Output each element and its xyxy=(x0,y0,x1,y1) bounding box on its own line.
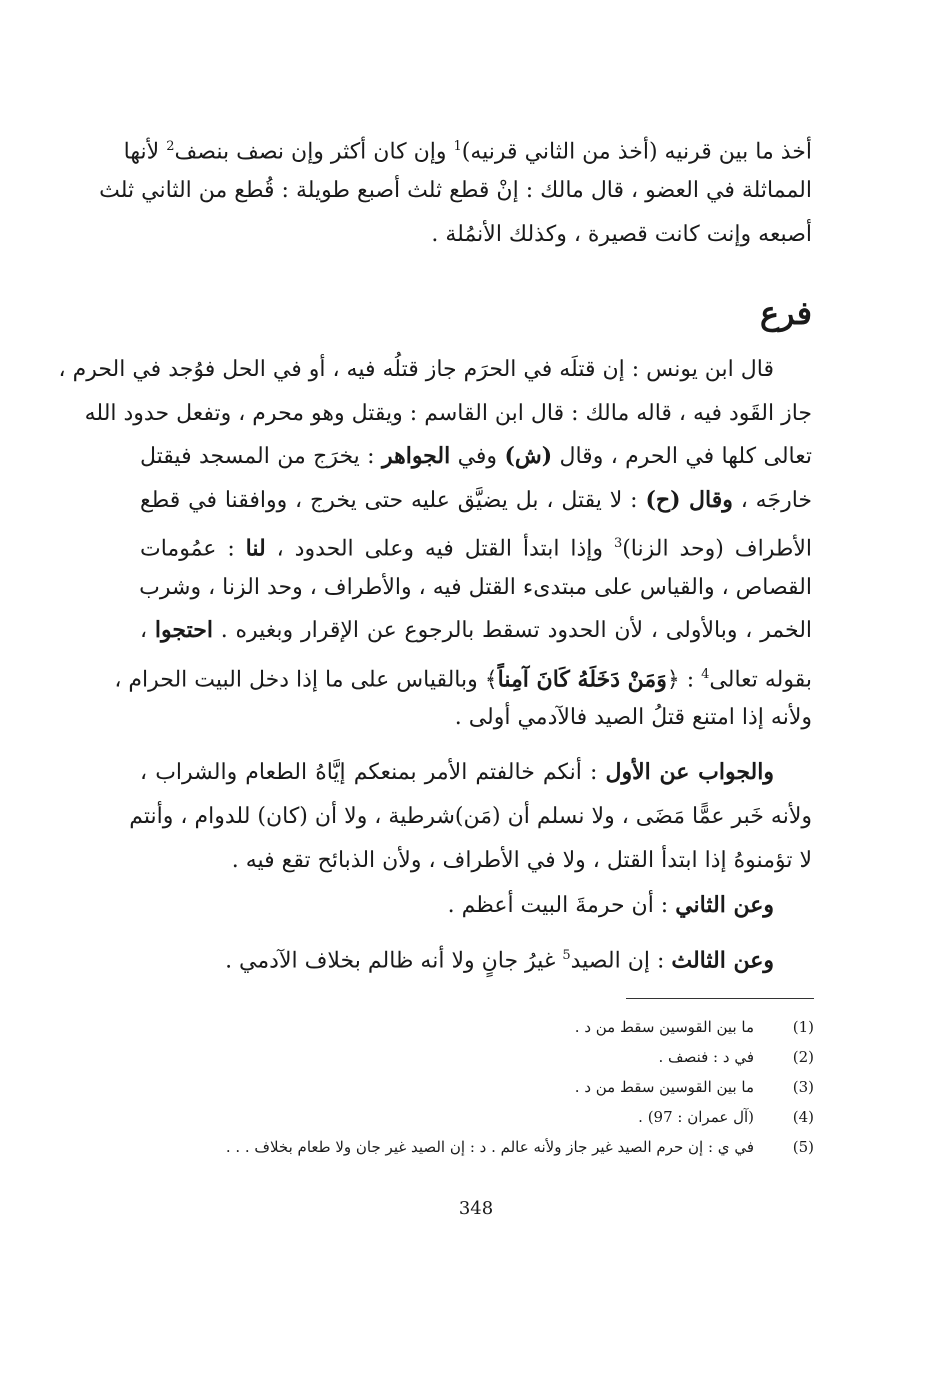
footnote-ref: 2 xyxy=(166,139,175,154)
text-span: وإن كان أكثر وإن نصف بنصف xyxy=(174,139,454,165)
footnote-number: (2) xyxy=(792,1048,814,1066)
text-line: القصاص ، والقياس على مبتدىء القتل فيه ، والأطراف ، وحد الزنا ، وشرب xyxy=(139,574,812,600)
text-line xyxy=(123,133,812,165)
footnote-text: ما بين القوسين سقط من د . xyxy=(574,1078,754,1096)
paragraph-1 xyxy=(99,133,812,265)
text-span: : إن الصيد xyxy=(570,948,672,974)
bold-span: احتجوا xyxy=(154,617,213,643)
bold-span: وقال (ح) xyxy=(645,486,733,513)
text-span: الخمر ، وبالأولى ، لأن الحدود تسقط بالرجوع عن الإقرار وبغيره . xyxy=(212,618,813,643)
text-line xyxy=(140,530,813,562)
footnote xyxy=(150,1078,814,1096)
text-span: : عمُومات xyxy=(140,536,246,562)
text-line: جاز القَود فيه ، قاله مالك : قال ابن القاسم : ويقتل وهو محرم ، وتفعل حدود الله xyxy=(84,400,812,426)
footnote-ref: 5 xyxy=(562,948,571,963)
text-span: وإذا ابتدأ القتل فيه وعلى الحدود ، xyxy=(265,536,614,562)
footnote-number: (3) xyxy=(792,1078,814,1096)
bold-span: والجواب عن الأول xyxy=(605,759,774,785)
text-line xyxy=(140,443,812,470)
text-line xyxy=(140,892,812,919)
footnote-text: ما بين القوسين سقط من د . xyxy=(574,1018,754,1036)
footnotes xyxy=(150,1018,814,1168)
quran-quote: وَمَنْ دَخَلَهُ كَانَ آمِناً xyxy=(497,665,667,692)
text-line: ولأنه خَبر عمًّا مَضَى ، ولا نسلم أن (مَن)شرطية ، ولا أن (كان) للدوام ، وأنتم xyxy=(129,804,812,829)
footnote-text: في د : فنصف . xyxy=(658,1048,754,1066)
bold-span: الجواهر xyxy=(381,443,451,469)
text-line xyxy=(140,942,812,974)
text-line xyxy=(140,487,812,514)
footnote-number: (5) xyxy=(792,1138,814,1156)
text-line: المماثلة في العضو ، قال مالك : إنْ قطع ثلث أصبع طويلة : قُطع من الثاني ثلث xyxy=(99,178,812,203)
text-line: أصبعه وإنت كانت قصيرة ، وكذلك الأنمُلة . xyxy=(431,222,812,247)
text-span: لأنها xyxy=(123,139,167,165)
text-span: وفي xyxy=(450,444,505,469)
text-span: خارجَه ، xyxy=(732,487,812,513)
paragraph-4 xyxy=(140,892,812,919)
footnote-ref: 4 xyxy=(701,666,710,682)
bold-span: وعن الثالث xyxy=(671,947,774,974)
text-span: : يخرَج من المسجد فيقتل xyxy=(140,444,382,469)
footnote-number: (4) xyxy=(792,1108,814,1126)
bold-span: (ش) xyxy=(504,443,553,469)
footnote-separator xyxy=(626,998,814,999)
text-span: : أن حرمةَ البيت أعظم . xyxy=(447,893,676,918)
footnote-ref: 1 xyxy=(453,139,462,154)
paragraph-2 xyxy=(58,356,813,748)
text-span: : أنكم خالفتم الأمر بمنعكم إيَّاهُ الطعام والشراب ، xyxy=(140,760,606,785)
footnote-number: (1) xyxy=(792,1018,814,1036)
text-line xyxy=(140,759,812,786)
footnote-ref: 3 xyxy=(613,536,623,551)
text-span: : لا يقتل ، بل يضيَّق عليه حتى يخرج ، ووافقنا في قطع xyxy=(140,487,646,513)
text-span: : ﴿ xyxy=(666,666,702,692)
footnote-text: (آل عمران : 97) . xyxy=(638,1108,754,1126)
text-span: الأطراف (وحد الزنا) xyxy=(622,536,813,562)
text-span: غيرُ جانٍ ولا أنه ظالم بخلاف الآدمي . xyxy=(225,948,563,974)
text-line: لا تؤمنوهُ إذا ابتدأ القتل ، ولا في الأطراف ، ولأن الذبائح تقع فيه . xyxy=(231,848,812,873)
text-span: تعالى كلها في الحرم ، وقال xyxy=(552,444,812,469)
text-span: أخذ ما بين قرنيه (أخذ من الثاني قرنيه) xyxy=(461,139,812,165)
page-number: 348 xyxy=(458,1198,494,1219)
section-heading: فرع xyxy=(759,294,812,332)
paragraph-3 xyxy=(129,759,812,891)
text-span: ﴾ وبالقياس على ما إذا دخل البيت الحرام ، xyxy=(114,666,498,692)
paragraph-5 xyxy=(140,942,812,974)
text-line: قال ابن يونس : إن قتلَه في الحرَم جاز قتلُه فيه ، أو في الحل فوُجد في الحرم ، xyxy=(58,357,774,382)
footnote xyxy=(150,1108,814,1126)
text-line xyxy=(140,617,812,644)
footnote xyxy=(150,1138,814,1156)
text-span: بقوله تعالى xyxy=(709,666,812,692)
text-line: ولأنه إذا امتنع قتلُ الصيد فالآدمي أولى . xyxy=(454,705,812,730)
text-span: ، xyxy=(140,618,155,643)
text-line xyxy=(114,661,812,692)
bold-span: لنا xyxy=(245,535,266,562)
footnote xyxy=(150,1048,814,1066)
footnote xyxy=(150,1018,814,1036)
bold-span: وعن الثاني xyxy=(675,892,774,918)
footnote-text: في ي : إن حرم الصيد غير جاز ولأنه عالم . د : إن الصيد غير جان ولا طعام بخلاف . . . xyxy=(225,1138,754,1156)
